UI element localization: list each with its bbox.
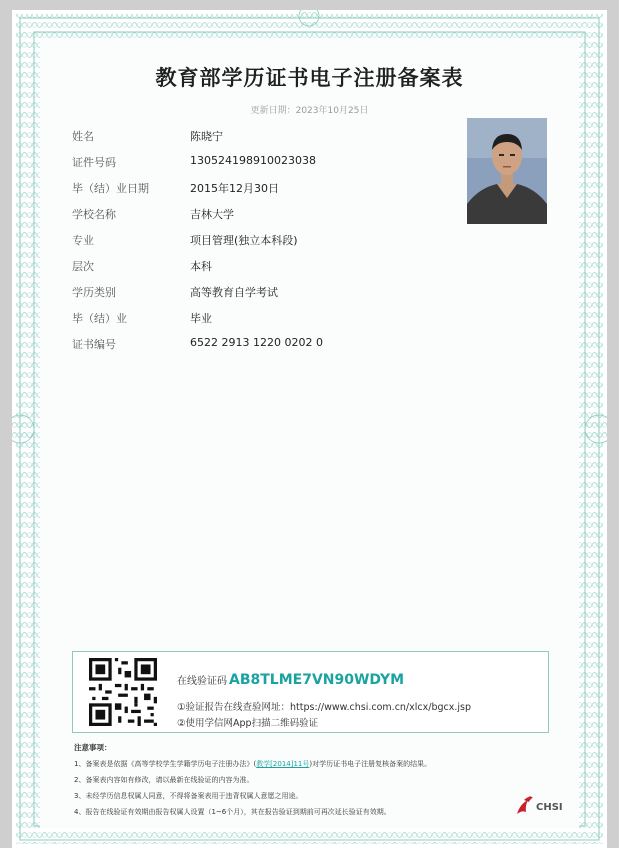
regulation-link[interactable]: 教学[2014]11号 <box>256 760 310 768</box>
document-title: 教育部学历证书电子注册备案表 <box>155 66 464 90</box>
chsi-logo <box>514 794 564 820</box>
qr-code-icon[interactable] <box>89 658 157 726</box>
verification-box <box>72 651 549 733</box>
verification-prefix: 在线验证码 <box>177 676 227 687</box>
chsi-logo-icon <box>514 794 536 818</box>
field-label: 证件号码 <box>72 156 116 169</box>
field-label: 层次 <box>72 260 94 273</box>
field-value: 高等教育自学考试 <box>190 286 278 299</box>
field-value: 陈晓宁 <box>190 130 223 143</box>
portrait-photo <box>467 118 547 224</box>
verification-url-line[interactable]: ①验证报告在线查验网址：https://www.chsi.com.cn/xlcx/bgcx.jsp <box>177 702 471 713</box>
notes-title: 注意事项： <box>74 743 112 752</box>
field-label: 学历类别 <box>72 286 116 299</box>
chsi-logo-text: CHSI <box>536 802 563 813</box>
field-value: 本科 <box>190 260 212 273</box>
online-verification-code <box>177 672 404 688</box>
field-label: 学校名称 <box>72 208 116 221</box>
update-date: 更新日期：2023年10月25日 <box>250 106 369 116</box>
note-item-2: 2、备案表内容如有修改，请以最新在线验证的内容为准。 <box>74 776 254 784</box>
note-item-3: 3、未经学历信息权属人同意，不得将备案表用于违背权属人意愿之用途。 <box>74 792 303 800</box>
field-value: 毕业 <box>190 312 212 325</box>
field-label: 专业 <box>72 234 94 247</box>
note-item-1: 1、备案表是依据《高等学校学生学籍学历电子注册办法》(教学[2014]11号)对学历证书电子注册复核备案的结果。 <box>74 760 432 768</box>
field-label: 毕（结）业 <box>72 312 127 325</box>
field-value: 吉林大学 <box>190 208 234 221</box>
note-item-4: 4、报告在线验证有效期由报告权属人设置（1~6个月），其在报告验证到期前可再次延长验证有效期。 <box>74 808 391 816</box>
document-page <box>12 10 607 848</box>
field-value: 130524198910023038 <box>190 154 316 167</box>
verification-code[interactable]: AB8TLME7VN90WDYM <box>229 672 405 688</box>
field-value: 项目管理(独立本科段) <box>190 234 298 247</box>
field-value: 2015年12月30日 <box>190 182 279 195</box>
field-value: 6522 2913 1220 0202 0 <box>190 336 323 349</box>
notes-section <box>74 742 554 823</box>
field-label: 姓名 <box>72 130 94 143</box>
field-label: 毕（结）业日期 <box>72 182 149 195</box>
verification-app-line: ②使用学信网App扫描二维码验证 <box>177 718 319 729</box>
field-label: 证书编号 <box>72 338 116 351</box>
